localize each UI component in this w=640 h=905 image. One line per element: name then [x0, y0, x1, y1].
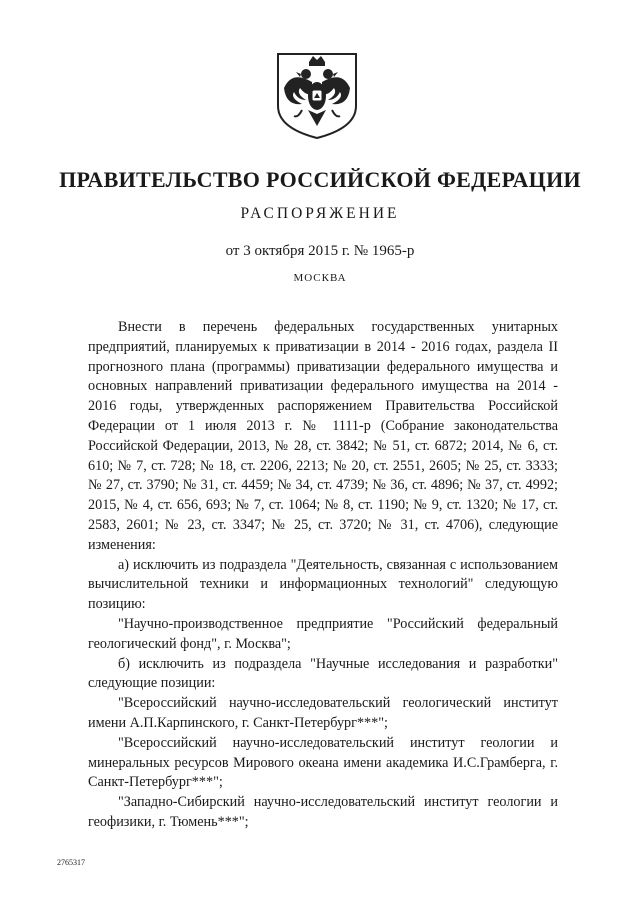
russian-coat-of-arms-icon [272, 48, 362, 140]
document-body [88, 318, 558, 833]
document-type: РАСПОРЯЖЕНИЕ [240, 205, 400, 222]
government-title: ПРАВИТЕЛЬСТВО РОССИЙСКОЙ ФЕДЕРАЦИИ [59, 167, 581, 192]
item-b-position: "Западно-Сибирский научно-исследовательский институт геологии и геофизики, г. Тюмень***"; [88, 794, 558, 830]
document-date-number: от 3 октября 2015 г. № 1965-р [225, 243, 415, 259]
intro-paragraph: Внести в перечень федеральных государственных унитарных предприятий, планируемых к приватизации в 2014 - 2016 годах, раздела II прогнозного плана (программы) приватизации федерального имущества и основных направлений приватизации федерального имущества на 2014 - 2016 годы, утвержденных распоряжением Правительства Российской Федерации от 1 июля 2013 г. № 1111-р (Собрание законодательства Российской Федерации, 2013, № 28, ст. 3842; № 51, ст. 6872; 2014, № 6, ст. 610; № 7, ст. 728; № 18, ст. 2206, 2213; № 20, ст. 2551, 2605; № 25, ст. 3333; № 27, ст. 3790; № 31, ст. 4459; № 34, ст. 4739; № 36, ст. 4896; № 37, ст. 4992; 2015, № 4, ст. 656, 693; № 7, ст. 1064; № 8, ст. 1190; № 9, ст. 1320; № 17, ст. 2583, 2601; № 23, ст. 3347; № 25, ст. 3720; № 31, ст. 4706), следующие изменения: [88, 319, 558, 553]
item-b-paragraph: б) исключить из подраздела "Научные исследования и разработки" следующие позиции: [88, 655, 558, 692]
item-b-position: "Всероссийский научно-исследовательский геологический институт имени А.П.Карпинского, г. Санкт-Петербург***"; [88, 695, 558, 731]
item-a-position: "Научно-производственное предприятие "Российский федеральный геологический фонд", г. Москва"; [88, 615, 558, 652]
item-a-paragraph: а) исключить из подраздела "Деятельность, связанная с использованием вычислительной техники и информационных технологий" следующую позицию: [88, 556, 558, 613]
document-city: МОСКВА [293, 272, 347, 284]
document-code: 2765317 [57, 858, 85, 867]
item-b-position: "Всероссийский научно-исследовательский институт геологии и минеральных ресурсов Мирового океана имени академика И.С.Грамберга, г. Санкт-Петербург***"; [88, 734, 558, 791]
